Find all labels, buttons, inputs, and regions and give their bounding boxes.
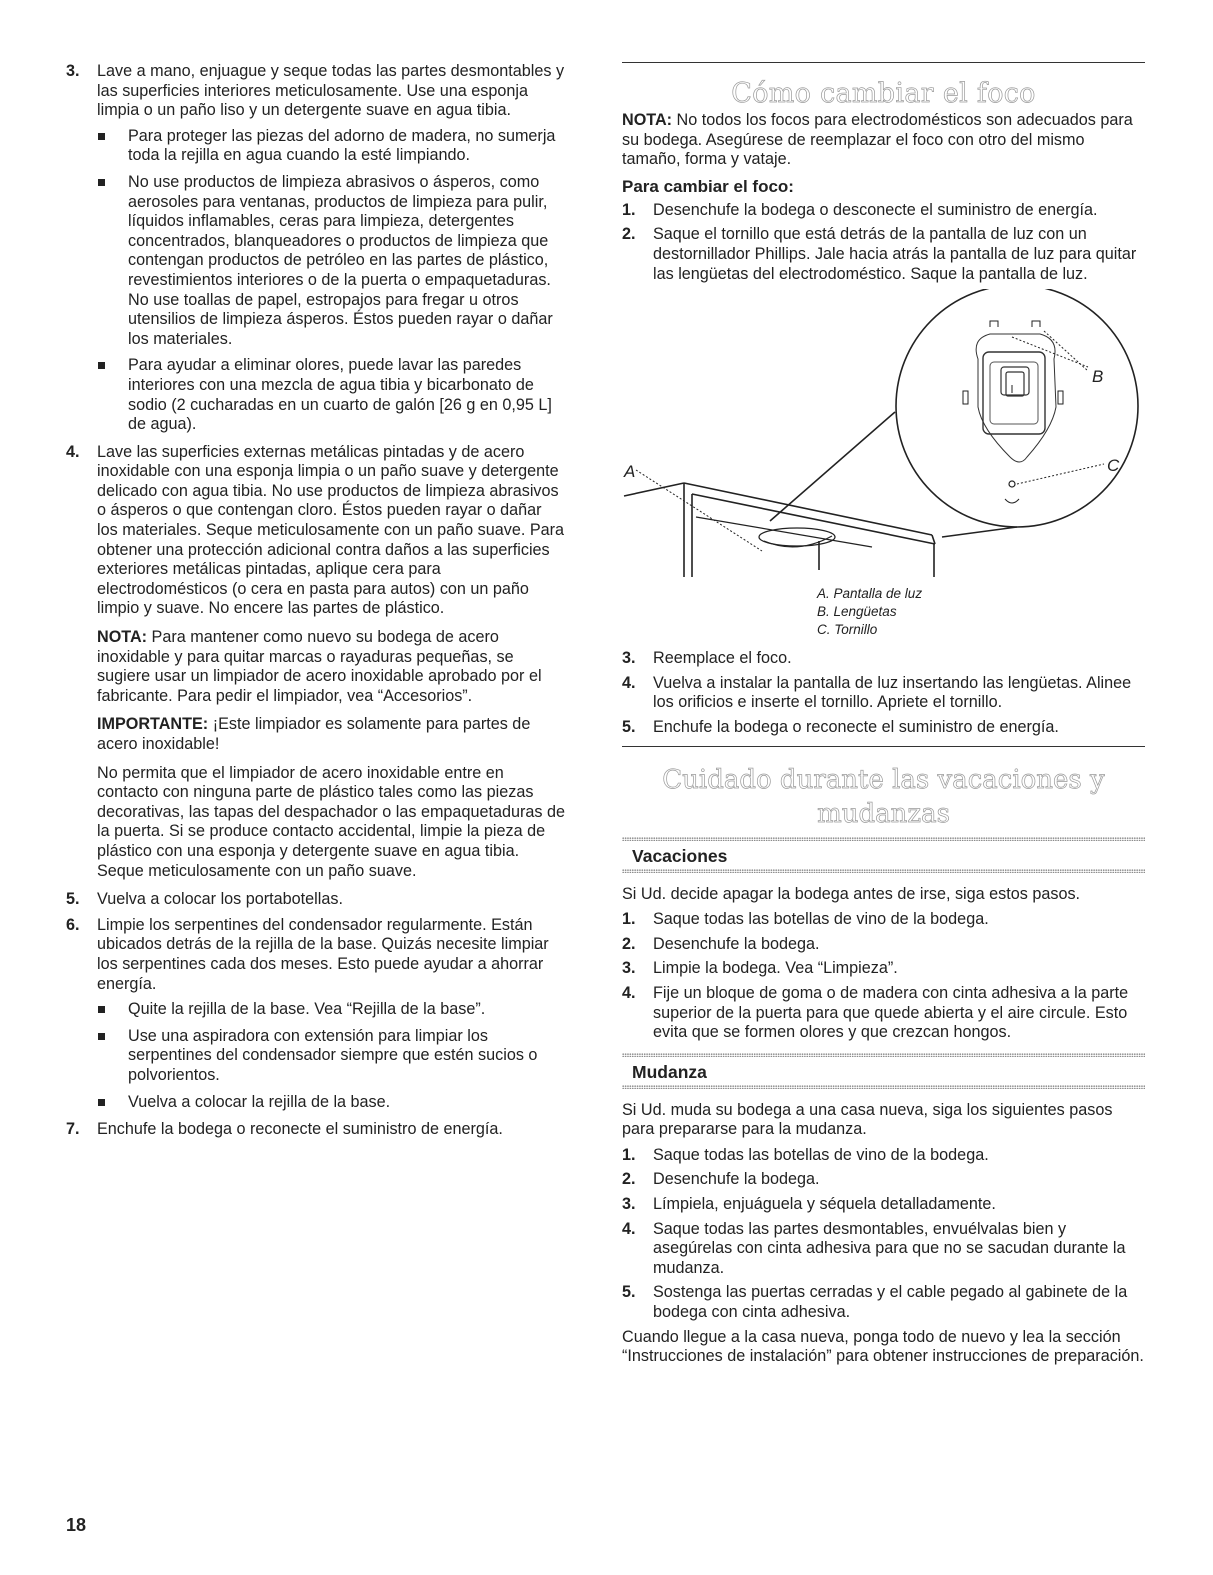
step-text: Enchufe la bodega o reconecte el suministro de energía. (653, 717, 1059, 736)
step-item (622, 1283, 1145, 1322)
bullet-item (97, 1000, 566, 1020)
bullet-text: Para ayudar a eliminar olores, puede lavar las paredes interiores con una mezcla de agua tibia y bicarbonato de sodio (2 cucharadas en un cuarto de galón [26 g en 0,95 L] de agua). (128, 356, 552, 434)
screw-icon (1009, 481, 1015, 487)
diagram-legend (817, 585, 1145, 639)
list-item (66, 62, 566, 435)
step-number: 2. (622, 934, 636, 953)
bullet-item (97, 356, 566, 434)
nota-paragraph (97, 628, 566, 706)
legend-item: A. Pantalla de luz (817, 586, 923, 602)
step-text: Desenchufe la bodega. (653, 934, 820, 953)
list-item (66, 890, 566, 910)
light-shield-small-edge (764, 536, 832, 547)
step-text: Sostenga las puertas cerradas y el cable pegado al gabinete de la bodega con cinta adhesiva. (653, 1283, 1128, 1322)
bullet-list (97, 1000, 566, 1112)
step-text: Desenchufe la bodega o desconecte el suministro de energía. (653, 200, 1098, 219)
square-bullet-icon (98, 133, 105, 140)
label-c: C (1107, 456, 1120, 476)
step-number: 3. (622, 649, 636, 668)
item-text: Vuelva a colocar los portabotellas. (97, 890, 343, 909)
square-bullet-icon (98, 362, 105, 369)
step-text: Saque todas las botellas de vino de la bodega. (653, 1145, 989, 1164)
moving-outro: Cuando llegue a la casa nueva, ponga todo de nuevo y lea la sección “Instrucciones de instalación” para obtener instrucciones de preparación. (622, 1327, 1144, 1366)
step-item (622, 1195, 1145, 1215)
square-bullet-icon (98, 179, 105, 186)
vacations-intro: Si Ud. decide apagar la bodega antes de irse, siga estos pasos. (622, 884, 1081, 903)
item-text: Lave las superficies externas metálicas pintadas y de acero inoxidable con una esponja limpia o un paño suave y detergente delicado con agua tibia. No use productos de limpieza abrasivos o ásperos o que contengan cloro. Éstos pueden rayar o dañar los materiales. Seque meticulosamente con un paño suave. Para obtener una protección adicional contra daños a las superficies exteriores metálicas pintadas, aplique cera para electrodomésticos (o cera en pasta para autos) con un paño limpio y suave. No encere las partes de plástico. (97, 442, 565, 618)
socket (1001, 367, 1029, 395)
square-bullet-icon (98, 1006, 105, 1013)
step-number: 1. (622, 1145, 636, 1164)
tab-icon (1032, 321, 1040, 327)
item-number: 7. (66, 1120, 80, 1139)
item-text: Lave a mano, enjuague y seque todas las partes desmontables y las superficies interiores meticulosamente. Use una esponja limpia o un paño liso y un detergente suave en agua tibia. (97, 62, 565, 120)
side-slot (1058, 391, 1063, 404)
extra-paragraph: No permita que el limpiador de acero inoxidable entre en contacto con ninguna parte de plástico tales como las piezas decorativas, las tapas del despachador o las empaquetaduras de la puerta. Si se produce contacto accidental, limpie la pieza de plástico con una esponja y detergente suave en agua tibia. Seque meticulosamente con un paño suave. (97, 763, 565, 880)
importante-text: ¡Este limpiador es solamente para partes de acero inoxidable! (97, 715, 531, 753)
item-number: 4. (66, 442, 80, 461)
light-shield-diagram (622, 289, 1145, 585)
step-number: 1. (622, 200, 636, 219)
bullet-text: Vuelva a colocar la rejilla de la base. (128, 1092, 391, 1111)
step-number: 4. (622, 673, 636, 692)
leader-line-a (636, 470, 762, 551)
step-item (622, 225, 1145, 284)
light-shield-outline (976, 334, 1056, 462)
step-number: 3. (622, 1195, 636, 1214)
item-number: 6. (66, 915, 80, 934)
dotted-band (622, 1085, 1145, 1089)
step-text: Reemplace el foco. (653, 649, 792, 668)
cabinet-line (932, 535, 935, 544)
item-number: 3. (66, 62, 80, 80)
bulb-housing-inner (990, 362, 1038, 424)
bullet-item (97, 1027, 566, 1086)
right-column (622, 62, 1145, 1373)
list-item (66, 916, 566, 1112)
step-item (622, 910, 1145, 930)
cabinet-line (696, 517, 872, 547)
procedure-heading: Para cambiar el foco: (622, 176, 794, 196)
zoom-line (942, 527, 1017, 537)
step-item (622, 1220, 1145, 1279)
step-text: Límpiela, enjuáguela y séquela detalladamente. (653, 1195, 996, 1214)
bullet-list (97, 127, 566, 435)
page-number: 18 (66, 1515, 87, 1535)
item-text: Enchufe la bodega o reconecte el suministro de energía. (97, 1120, 503, 1139)
bullet-item (97, 1093, 566, 1113)
nota-label: NOTA: (622, 111, 673, 129)
bullet-text: Use una aspiradora con extensión para limpiar los serpentines del condensador siempre que estén sucios o polvorientos. (128, 1026, 538, 1084)
importante-paragraph (97, 715, 566, 754)
item-number: 5. (66, 890, 80, 909)
step-item (622, 1146, 1145, 1166)
step-item (622, 649, 1145, 669)
square-bullet-icon (98, 1099, 105, 1106)
bulb-icon (1006, 372, 1024, 396)
step-text: Fije un bloque de goma o de madera con cinta adhesiva a la parte superior de la puerta para que quede abierta y el aire circule. Esto evita que se formen olores y que crezcan hongos. (653, 983, 1129, 1042)
step-item (622, 718, 1145, 738)
square-bullet-icon (98, 1033, 105, 1040)
bullet-text: No use productos de limpieza abrasivos o ásperos, como aerosoles para ventanas, productos de limpieza para pulir, líquidos inflamables, ceras para limpieza, detergentes concentrados, blanqueadores o productos de limpieza que contengan productos de petróleo en las partes de plástico, revestimientos interiores o de la puerta o empaquetaduras. No use toallas de papel, estropajos para fregar u otros utensilios de limpieza ásperos. Éstos pueden rayar o dañar los materiales. (128, 172, 553, 348)
section-rule (622, 62, 1145, 63)
importante-label: IMPORTANTE: (97, 715, 209, 734)
step-item (622, 201, 1145, 221)
step-item (622, 1170, 1145, 1190)
cabinet-line (684, 483, 932, 535)
step-text: Limpie la bodega. Vea “Limpieza”. (653, 959, 898, 978)
bulb-housing (983, 352, 1045, 434)
step-text: Desenchufe la bodega. (653, 1170, 820, 1189)
item-text: Limpie los serpentines del condensador regularmente. Están ubicados detrás de la rejilla de la base. Quizás necesite limpiar los serpentines cada dos meses. Esto puede ayudar a ahorrar energía. (97, 915, 549, 993)
leader-line-c (1017, 464, 1104, 484)
step-number: 3. (622, 959, 636, 978)
dotted-band (622, 869, 1145, 873)
step-number: 2. (622, 225, 636, 244)
list-item (66, 1120, 566, 1140)
nota-label: NOTA: (97, 628, 148, 647)
step-text: Saque el tornillo que está detrás de la pantalla de luz con un destornillador Phillips. Jale hacia atrás la pantalla de luz para quitar las lengüetas del electrodoméstico. Saque la pantalla de luz. (653, 225, 1137, 283)
step-number: 1. (622, 910, 636, 929)
step-number: 5. (622, 717, 636, 736)
section-title-change-bulb: Cómo cambiar el foco (731, 78, 1036, 109)
subsection-title-moving: Mudanza (632, 1061, 707, 1082)
section-title-vacations-moving: Cuidado durante las vacaciones y mudanzas (662, 764, 1105, 829)
bullet-item (97, 173, 566, 349)
bullet-text: Para proteger las piezas del adorno de madera, no sumerja toda la rejilla en agua cuando la esté limpiando. (128, 126, 556, 165)
legend-item: B. Lengüetas (817, 604, 897, 620)
step-text: Vuelva a instalar la pantalla de luz insertando las lengüetas. Alinee los orificios e inserte el tornillo. Apriete el tornillo. (653, 673, 1132, 712)
step-text: Saque todas las partes desmontables, envuélvalas bien y asegúrelas con cinta adhesiva para que no se sacudan durante la mudanza. (653, 1219, 1126, 1277)
nota-text: No todos los focos para electrodomésticos son adecuados para su bodega. Asegúrese de reemplazar el foco con otro del mismo tamaño, forma y vataje. (622, 111, 1133, 169)
step-number: 4. (622, 983, 636, 1002)
list-item (66, 443, 566, 881)
section-rule (622, 746, 1145, 747)
cabinet-line (624, 483, 684, 496)
moving-intro: Si Ud. muda su bodega a una casa nueva, siga los siguientes pasos para prepararse para la mudanza. (622, 1100, 1113, 1139)
step-item (622, 959, 1145, 979)
step-number: 2. (622, 1170, 636, 1189)
side-slot (963, 391, 968, 404)
nota-paragraph (622, 111, 1145, 170)
step-number: 4. (622, 1219, 636, 1238)
shield-tip (1005, 499, 1019, 503)
bullet-text: Quite la rejilla de la base. Vea “Rejilla de la base”. (128, 1000, 486, 1019)
step-item (622, 935, 1145, 955)
step-text: Saque todas las botellas de vino de la bodega. (653, 910, 989, 929)
step-item (622, 674, 1145, 713)
left-column (66, 62, 566, 1146)
magnifier-circle (896, 289, 1138, 527)
step-number: 5. (622, 1283, 636, 1302)
label-b: B (1092, 367, 1104, 387)
bullet-item (97, 127, 566, 166)
label-a: A (624, 462, 636, 482)
step-item (622, 984, 1145, 1043)
nota-text: Para mantener como nuevo su bodega de acero inoxidable y para quitar marcas o rayaduras pequeñas, se sugiere usar un limpiador de acero inoxidable aprobado por el fabricante. Para pedir el limpiador, vea “Accesorios”. (97, 628, 542, 705)
tab-icon (990, 321, 998, 327)
leader-line-b (1044, 331, 1088, 371)
subsection-title-vacations: Vacaciones (632, 845, 728, 866)
legend-item: C. Tornillo (817, 622, 878, 638)
